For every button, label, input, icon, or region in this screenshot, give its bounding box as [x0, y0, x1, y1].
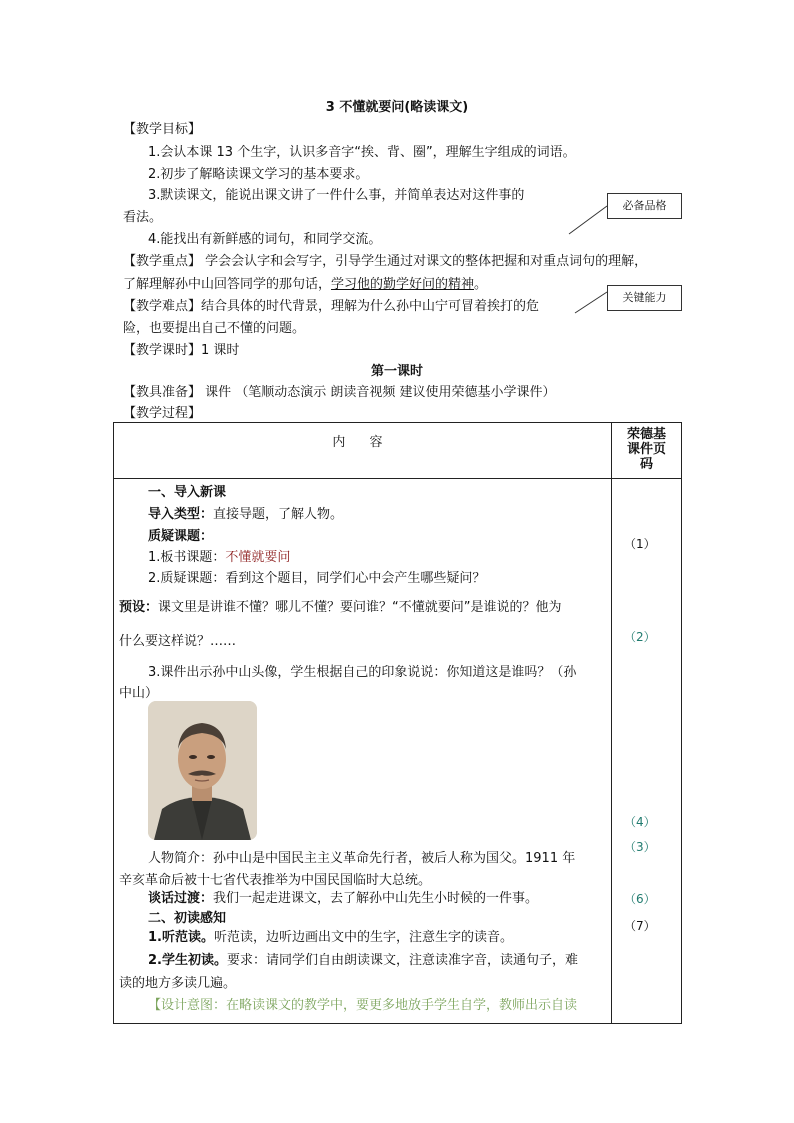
- page-ref-7: （7）: [624, 919, 656, 933]
- header-page-line2: 课件页: [626, 442, 666, 457]
- callout-ability: 关键能力: [607, 285, 682, 311]
- intro-type-line: [148, 503, 343, 522]
- read-text: 要求：请同学们自由朗读课文，注意读准字音，读通句子，难: [226, 953, 578, 968]
- preset-text: 课文里是讲谁不懂？哪儿不懂？要问谁？“不懂就要问”是谁说的？他为: [158, 600, 562, 615]
- table-page-cell: [612, 479, 682, 1024]
- read-line2: 读的地方多读几遍。: [119, 976, 237, 991]
- header-page-line1: 荣德基: [626, 427, 666, 442]
- key-points-text2a: 了解理解孙中山回答同学的那句话，: [123, 277, 332, 292]
- section-1-heading: 一、导入新课: [148, 485, 227, 500]
- bio-line1: 人物简介：孙中山是中国民主主义革命先行者，被后人称为国父。1911 年: [148, 851, 576, 866]
- lesson-title-red: 不懂就要问: [225, 550, 291, 565]
- read-line1: [148, 949, 578, 968]
- page-title: 3 不懂就要问(略读课文): [325, 100, 469, 115]
- section-2-heading: 二、初读感知: [148, 911, 227, 926]
- page-ref-4: （4）: [624, 815, 656, 829]
- difficult-points-text1: 结合具体的时代背景，理解为什么孙中山宁可冒着挨打的危: [201, 299, 540, 314]
- leader-line-2: [575, 292, 607, 313]
- transition-text: 我们一起走进课文，去了解孙中山先生小时候的一件事。: [213, 891, 539, 906]
- read-label: 2.学生初读。: [148, 953, 227, 968]
- key-points-line2: [123, 273, 487, 292]
- preset-label: 预设：: [119, 600, 159, 615]
- question-label: 质疑课题：: [148, 529, 214, 544]
- leader-line-1: [569, 206, 607, 234]
- portrait-svg: [148, 701, 257, 840]
- page-ref-2: （2）: [624, 630, 656, 644]
- tools-line: 【教具准备】 课件 （笔顺动态演示 朗读音视频 建议使用荣德基小学课件）: [123, 385, 556, 400]
- objective-4: 4.能找出有新鲜感的词句，和同学交流。: [148, 232, 382, 247]
- page-ref-3: （3）: [624, 840, 656, 854]
- class-hours: 【教学课时】1 课时: [123, 343, 240, 358]
- listen-label: 1.听范读。: [148, 930, 214, 945]
- header-page-line3: 码: [639, 457, 653, 472]
- listen-text: 听范读，边听边画出文中的生字，注意生字的读音。: [213, 930, 513, 945]
- preset-line2: 什么要这样说？……: [119, 634, 237, 649]
- table-header-page: [612, 423, 682, 479]
- item-3-line2: 中山）: [119, 686, 159, 701]
- process-heading: 【教学过程】: [123, 406, 202, 421]
- objectives-heading: 【教学目标】: [123, 122, 202, 137]
- objective-2: 2.初步了解略读课文学习的基本要求。: [148, 167, 369, 182]
- portrait-image: [148, 701, 257, 840]
- objective-3: 3.默读课文，能说出课文讲了一件什么事，并简单表达对这件事的: [148, 188, 525, 203]
- page-ref-6: （6）: [624, 892, 656, 906]
- listen-line: [148, 926, 513, 945]
- bio-line2: 辛亥革命后被十七省代表推举为中国民国临时大总统。: [119, 873, 432, 888]
- difficult-points-line1: [123, 295, 539, 314]
- transition-line: [148, 887, 538, 906]
- intro-type-text: 直接导题，了解人物。: [213, 507, 344, 522]
- preset-line1: [119, 596, 562, 615]
- key-points-label: 【教学重点】: [123, 254, 202, 269]
- design-intent: 【设计意图：在略读课文的教学中，要更多地放手学生自学，教师出示自读: [148, 998, 578, 1013]
- page-ref-1: （1）: [624, 537, 656, 551]
- lesson-heading: 第一课时: [370, 364, 423, 379]
- question-1-prefix: 1.板书课题：: [148, 550, 226, 565]
- intro-type-label: 导入类型：: [148, 507, 214, 522]
- question-1-line: [148, 546, 290, 565]
- key-points-line1: [123, 250, 647, 269]
- objective-3-cont: 看法。: [123, 210, 163, 225]
- key-points-text2b: 学习他的勤学好问的精神: [331, 277, 475, 292]
- key-points-text1: 学会会认字和会写字，引导学生通过对课文的整体把握和对重点词句的理解，: [205, 254, 648, 269]
- key-points-text2c: 。: [474, 277, 488, 292]
- table-header-content: 内 容: [114, 423, 612, 479]
- objective-1: 1.会认本课 13 个生字，认识多音字“挨、背、圈”，理解生字组成的词语。: [148, 145, 576, 160]
- callout-character: 必备品格: [607, 193, 682, 219]
- difficult-points-label: 【教学难点】: [123, 299, 202, 314]
- transition-label: 谈话过渡：: [148, 891, 214, 906]
- question-2: 2.质疑课题：看到这个题目，同学们心中会产生哪些疑问？: [148, 571, 486, 586]
- difficult-points-line2: 险，也要提出自己不懂的问题。: [123, 321, 306, 336]
- item-3-line1: 3.课件出示孙中山头像，学生根据自己的印象说说：你知道这是谁吗？（孙: [148, 665, 577, 680]
